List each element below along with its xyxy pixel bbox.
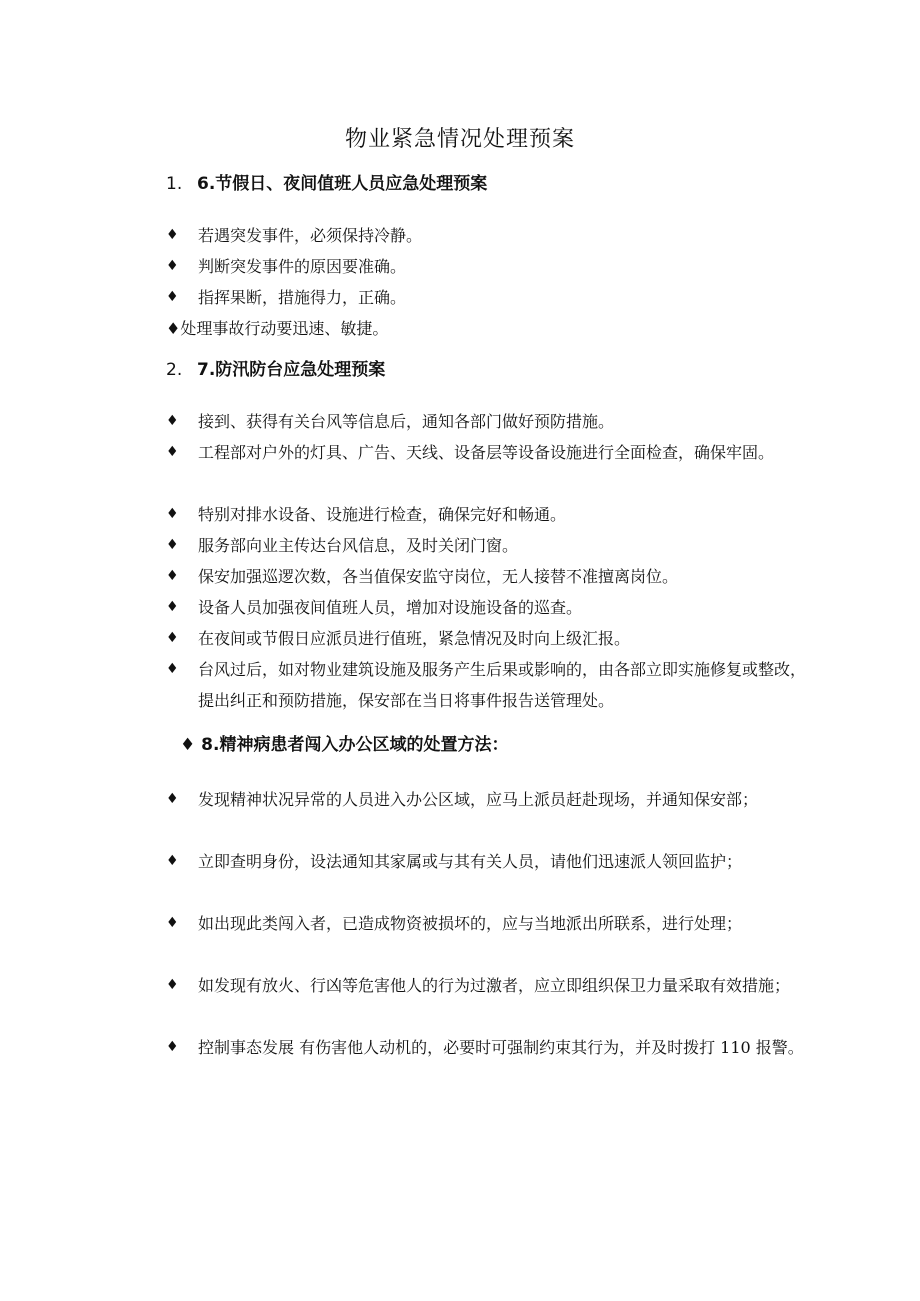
diamond-bullet-icon: ♦	[166, 661, 179, 677]
list-item: ♦ 立即查明身份，设法通知其家属或与其有关人员，请他们迅速派人领回监护；	[166, 846, 806, 877]
list-item: ♦ 控制事态发展 有伤害他人动机的，必要时可强制约束其行为，并及时拨打 110 报警。	[166, 1032, 806, 1063]
diamond-bullet-icon: ♦	[166, 791, 179, 807]
list-item: ♦ 判断突发事件的原因要准确。	[166, 251, 806, 282]
diamond-bullet-icon: ♦	[166, 258, 179, 274]
list-item: ♦ 接到、获得有关台风等信息后，通知各部门做好预防措施。	[166, 406, 806, 437]
list-item: ♦ 服务部向业主传达台风信息，及时关闭门窗。	[166, 530, 806, 561]
list-item: ♦ 若遇突发事件，必须保持冷静。	[166, 220, 806, 251]
list-item: ♦ 特别对排水设备、设施进行检查，确保完好和畅通。	[166, 499, 806, 530]
diamond-bullet-icon: ♦	[166, 289, 179, 305]
diamond-bullet-icon: ♦	[166, 599, 179, 615]
document-title: 物业紧急情况处理预案	[344, 127, 575, 152]
list-item: ♦ 在夜间或节假日应派员进行值班，紧急情况及时向上级汇报。	[166, 623, 806, 654]
list-item: ♦ 如出现此类闯入者，已造成物资被损坏的，应与当地派出所联系，进行处理；	[166, 908, 806, 939]
section-1-number: 1.	[166, 174, 183, 194]
diamond-bullet-icon: ♦	[166, 977, 179, 993]
section-3-heading: ♦ 8.精神病患者闯入办公区域的处置方法：	[180, 735, 509, 755]
diamond-bullet-icon: ♦	[166, 1039, 179, 1055]
list-item: ♦ 工程部对户外的灯具、广告、天线、设备层等设备设施进行全面检查，确保牢固。	[166, 437, 806, 468]
section-2-number: 2.	[166, 360, 183, 380]
list-item: ♦ 设备人员加强夜间值班人员，增加对设施设备的巡查。	[166, 592, 806, 623]
diamond-bullet-icon: ♦	[166, 915, 179, 931]
diamond-bullet-icon: ♦	[166, 568, 179, 584]
list-item-plain: ♦处理事故行动要迅速、敏捷。	[166, 319, 389, 338]
list-item: ♦ 台风过后，如对物业建筑设施及服务产生后果或影响的，由各部立即实施修复或整改，提出纠正和预防措施，保安部在当日将事件报告送管理处。	[166, 654, 806, 716]
diamond-bullet-icon: ♦	[166, 506, 179, 522]
list-item: ♦ 发现精神状况异常的人员进入办公区域，应马上派员赶赴现场，并通知保安部；	[166, 784, 806, 815]
diamond-bullet-icon: ♦	[166, 227, 179, 243]
diamond-bullet-icon: ♦	[166, 853, 179, 869]
section-2-title: 7.防汛防台应急处理预案	[197, 360, 386, 380]
section-1-heading	[166, 172, 487, 196]
diamond-bullet-icon: ♦	[166, 537, 179, 553]
list-item: ♦ 指挥果断，措施得力，正确。	[166, 282, 806, 313]
section-1-title: 6.节假日、夜间值班人员应急处理预案	[197, 174, 488, 194]
diamond-bullet-icon: ♦	[166, 444, 179, 460]
diamond-bullet-icon: ♦	[166, 413, 179, 429]
list-item: ♦ 如发现有放火、行凶等危害他人的行为过激者，应立即组织保卫力量采取有效措施；	[166, 970, 806, 1001]
section-2-heading	[166, 358, 385, 382]
list-item: ♦ 保安加强巡逻次数，各当值保安监守岗位，无人接替不准擅离岗位。	[166, 561, 806, 592]
diamond-bullet-icon: ♦	[166, 630, 179, 646]
